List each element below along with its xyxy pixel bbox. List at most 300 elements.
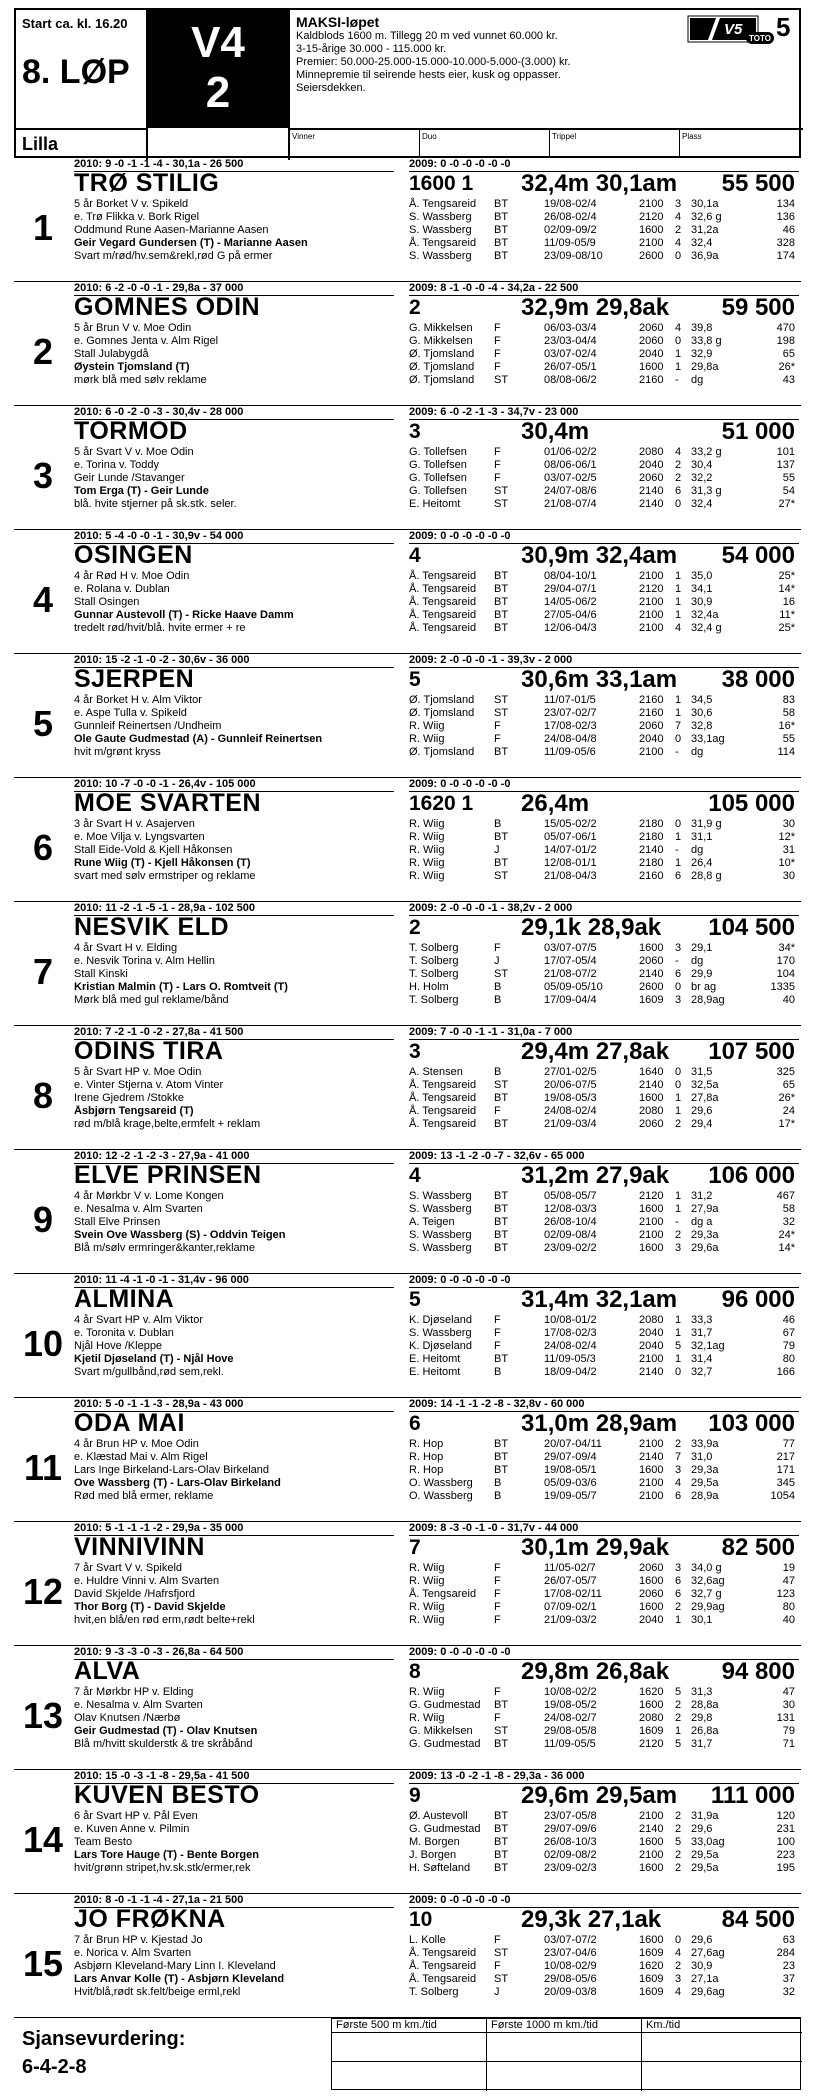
start-position: 5 — [409, 668, 421, 691]
horse-number: 14 — [22, 1819, 64, 1860]
dam-line: e. Klæstad Mai v. Alm Rigel — [74, 1451, 208, 1463]
start-odds: 25* — [778, 622, 795, 634]
result-trippel: Trippel — [550, 130, 680, 158]
start-row — [409, 446, 801, 459]
start-time: 29,8a — [691, 361, 719, 373]
start-driver: G. Gudmestad — [409, 1823, 481, 1835]
owner-line: Stall Eide-Vold & Kjell Håkonsen — [74, 844, 233, 856]
start-date: 24/08-04/8 — [544, 733, 597, 745]
footer — [14, 2018, 801, 2090]
start-placing: 1 — [675, 1092, 682, 1104]
start-placing: 6 — [675, 1490, 682, 1502]
start-row — [409, 955, 801, 968]
start-placing: 2 — [675, 1823, 682, 1835]
start-distance: 1609 — [639, 994, 664, 1006]
start-date: 11/07-01/5 — [544, 694, 596, 706]
start-date: 14/05-06/2 — [544, 596, 597, 608]
start-distance: 1620 — [639, 1960, 664, 1972]
colours-line: Blå m/sølv ermringer&kanter,reklame — [74, 1242, 255, 1254]
stats-2009: 2009: 0 -0 -0 -0 -0 -0 — [409, 1646, 511, 1658]
start-placing: 1 — [675, 1203, 682, 1215]
summary-row — [409, 1287, 799, 1313]
horse-number: 2 — [32, 331, 54, 372]
start-track: BT — [494, 1438, 509, 1450]
start-time: 31,3 — [691, 1686, 713, 1698]
pedigree-line: 7 år Mørkbr HP v. Elding — [74, 1686, 194, 1698]
trainer-line: Kjetil Djøseland (T) - Njål Hove — [74, 1353, 234, 1365]
start-placing: 6 — [675, 1575, 682, 1587]
start-row — [409, 1947, 801, 1960]
start-odds: 470 — [776, 322, 795, 334]
start-placing: 2 — [675, 1118, 682, 1130]
trainer-line: Svein Ove Wassberg (S) - Oddvin Teigen — [74, 1229, 286, 1241]
start-date: 21/09-03/4 — [544, 1118, 597, 1130]
start-driver: Å. Tengsareid — [409, 609, 477, 621]
horse-entry — [14, 778, 801, 902]
start-time: 30,9 — [691, 1960, 713, 1972]
start-position: 1600 1 — [409, 172, 474, 195]
start-track: F — [494, 1934, 501, 1946]
start-row — [409, 1712, 801, 1725]
start-driver: A. Stensen — [409, 1066, 463, 1078]
start-odds: 16 — [782, 596, 795, 608]
stats-2009: 2009: 8 -3 -0 -1 -0 - 31,7v - 44 000 — [409, 1522, 579, 1534]
owner-line: Lars Inge Birkeland-Lars-Olav Birkeland — [74, 1464, 270, 1476]
start-driver: R. Wiig — [409, 1601, 445, 1613]
start-date: 02/09-08/2 — [544, 1849, 597, 1861]
horse-number: 6 — [32, 827, 54, 868]
start-odds: 58 — [782, 707, 795, 719]
start-distance: 1609 — [639, 1947, 664, 1959]
total-prize: 38 000 — [721, 666, 795, 693]
start-distance: 2080 — [639, 446, 664, 458]
start-date: 23/09-02/2 — [544, 1242, 597, 1254]
start-placing: 2 — [675, 1601, 682, 1613]
start-date: 23/03-04/4 — [544, 335, 597, 347]
dam-line: e. Kuven Anne v. Pilmin — [74, 1823, 190, 1835]
start-time: dg — [691, 844, 704, 856]
horse-name: ALMINA — [74, 1285, 175, 1313]
result-plass: Plass — [682, 132, 702, 141]
start-placing: 1 — [675, 694, 682, 706]
trainer-line: Kristian Malmin (T) - Lars O. Romtveit (T) — [74, 981, 288, 993]
start-driver: G. Tollefsen — [409, 472, 467, 484]
stats-2009: 2009: 0 -0 -0 -0 -0 -0 — [409, 1894, 511, 1906]
start-distance: 2120 — [639, 1738, 664, 1750]
pedigree-line: 6 år Svart HP v. Pål Even — [74, 1810, 198, 1822]
start-track: BT — [494, 831, 509, 843]
trainer-line: Ole Gaute Gudmestad (A) - Gunnleif Reinertsen — [74, 733, 323, 745]
start-distance: 2100 — [639, 237, 664, 249]
start-placing: 5 — [675, 1738, 682, 1750]
start-driver: Å. Tengsareid — [409, 570, 477, 582]
start-driver: S. Wassberg — [409, 211, 472, 223]
start-position: 8 — [409, 1660, 421, 1683]
start-driver: G. Gudmestad — [409, 1738, 481, 1750]
start-date: 19/08-05/3 — [544, 1092, 597, 1104]
start-position: 5 — [409, 1288, 421, 1311]
stats-2009: 2009: 13 -0 -2 -1 -8 - 29,3a - 36 000 — [409, 1770, 585, 1782]
start-date: 17/07-05/4 — [544, 955, 597, 967]
race-conditions — [296, 14, 676, 95]
start-time: 29,6 — [691, 1934, 713, 1946]
pedigree-line: 5 år Svart HP v. Moe Odin — [74, 1066, 202, 1078]
start-distance: 2100 — [639, 596, 664, 608]
start-row — [409, 1190, 801, 1203]
start-row — [409, 1699, 801, 1712]
start-date: 24/08-02/4 — [544, 1340, 597, 1352]
owner-line: Geir Lunde /Stavanger — [74, 472, 185, 484]
total-prize: 59 500 — [721, 294, 795, 321]
start-driver: R. Wiig — [409, 831, 445, 843]
start-time: 29,5a — [691, 1862, 719, 1874]
horse-entry — [14, 1646, 801, 1770]
start-row — [409, 1066, 801, 1079]
owner-line: Stall Elve Prinsen — [74, 1216, 161, 1228]
horse-entry — [14, 158, 801, 282]
start-date: 03/07-02/4 — [544, 348, 597, 360]
start-placing: 0 — [675, 1366, 682, 1378]
table-line — [332, 2061, 802, 2062]
start-driver: Ø. Tjomsland — [409, 694, 475, 706]
stats-2010: 2010: 9 -3 -3 -0 -3 - 26,8a - 64 500 — [74, 1646, 244, 1658]
start-distance: 2080 — [639, 1712, 664, 1724]
start-time: 34,5 — [691, 694, 713, 706]
start-odds: 27* — [778, 498, 795, 510]
horse-entry — [14, 406, 801, 530]
start-distance: 2040 — [639, 1340, 664, 1352]
stats-2010: 2010: 11 -2 -1 -5 -1 - 28,9a - 102 500 — [74, 902, 256, 914]
start-driver: S. Wassberg — [409, 1203, 472, 1215]
start-placing: - — [675, 844, 679, 856]
start-distance: 2600 — [639, 250, 664, 262]
horse-entry — [14, 1894, 801, 2018]
best-times: 29,3k 27,1ak — [521, 1906, 662, 1933]
start-track: ST — [494, 1947, 509, 1959]
start-distance: 2100 — [639, 1490, 664, 1502]
start-distance: 2180 — [639, 818, 664, 830]
start-date: 05/09-03/6 — [544, 1477, 597, 1489]
start-track: J — [494, 955, 500, 967]
start-row — [409, 570, 801, 583]
start-date: 11/09-05/9 — [544, 237, 596, 249]
start-odds: 30 — [782, 1699, 795, 1711]
start-placing: - — [675, 374, 679, 386]
start-distance: 2140 — [639, 1451, 664, 1463]
start-track: BT — [494, 1242, 509, 1254]
start-time: 29,8 — [691, 1712, 713, 1724]
start-time: 33,8 g — [691, 335, 722, 347]
start-time: dg — [691, 955, 704, 967]
start-time: 32,4 — [691, 237, 713, 249]
start-odds: 26* — [778, 361, 795, 373]
best-times: 29,1k 28,9ak — [521, 914, 662, 941]
start-odds: 104 — [776, 968, 795, 980]
start-driver: Ø. Tjomsland — [409, 746, 475, 758]
start-driver: G. Mikkelsen — [409, 335, 473, 347]
start-odds: 12* — [778, 831, 795, 843]
start-odds: 54 — [782, 485, 795, 497]
start-distance: 2180 — [639, 831, 664, 843]
best-times: 31,2m 27,9ak — [521, 1162, 670, 1189]
start-row — [409, 622, 801, 635]
start-date: 11/09-05/6 — [544, 746, 596, 758]
start-placing: 3 — [675, 1464, 682, 1476]
start-distance: 2100 — [639, 622, 664, 634]
start-distance: 2060 — [639, 472, 664, 484]
start-placing: 2 — [675, 1810, 682, 1822]
start-row — [409, 1366, 801, 1379]
start-track: BT — [494, 746, 509, 758]
start-odds: 30 — [782, 870, 795, 882]
start-placing: 1 — [675, 570, 682, 582]
stats-2009: 2009: 14 -1 -1 -2 -8 - 32,8v - 60 000 — [409, 1398, 585, 1410]
start-time: 29,4 — [691, 1118, 713, 1130]
start-row — [409, 224, 801, 237]
start-odds: 80 — [782, 1601, 795, 1613]
pedigree-line: 4 år Borket H v. Alm Viktor — [74, 694, 202, 706]
start-odds: 32 — [782, 1986, 795, 1998]
start-date: 26/08-10/3 — [544, 1836, 597, 1848]
start-date: 21/09-03/2 — [544, 1614, 597, 1626]
start-distance: 1600 — [639, 1464, 664, 1476]
start-date: 05/07-06/1 — [544, 831, 597, 843]
start-time: 32,7 — [691, 1366, 713, 1378]
start-distance: 2160 — [639, 707, 664, 719]
start-time: dg a — [691, 1216, 713, 1228]
stats-2010: 2010: 12 -2 -1 -2 -3 - 27,9a - 41 000 — [74, 1150, 250, 1162]
start-date: 17/09-04/4 — [544, 994, 597, 1006]
start-row — [409, 1327, 801, 1340]
start-date: 05/08-05/7 — [544, 1190, 597, 1202]
first-1000-col: Første 1000 m km./tid — [487, 2019, 642, 2091]
start-track: B — [494, 1066, 502, 1078]
start-track: BT — [494, 1092, 509, 1104]
dam-line: e. Gomnes Jenta v. Alm Rigel — [74, 335, 219, 347]
start-driver: Å. Tengsareid — [409, 1588, 477, 1600]
start-placing: 3 — [675, 994, 682, 1006]
start-placing: 4 — [675, 1986, 682, 1998]
start-time: 29,1 — [691, 942, 713, 954]
owner-line: Stall Julabygdå — [74, 348, 149, 360]
start-date: 24/08-02/7 — [544, 1712, 597, 1724]
start-row — [409, 250, 801, 263]
start-time: 32,4 g — [691, 622, 722, 634]
start-placing: 2 — [675, 1849, 682, 1861]
start-row — [409, 1686, 801, 1699]
start-row — [409, 472, 801, 485]
start-odds: 16* — [778, 720, 795, 732]
stats-2010: 2010: 11 -4 -1 -0 -1 - 31,4v - 96 000 — [74, 1274, 249, 1286]
start-time: 32,1ag — [691, 1340, 725, 1352]
start-placing: 4 — [675, 1947, 682, 1959]
start-position: 6 — [409, 1412, 421, 1435]
start-track: BT — [494, 596, 509, 608]
start-date: 12/06-04/3 — [544, 622, 597, 634]
start-driver: R. Wiig — [409, 1686, 445, 1698]
start-distance: 2100 — [639, 1810, 664, 1822]
start-odds: 14* — [778, 1242, 795, 1254]
start-track: F — [494, 322, 501, 334]
summary-row — [409, 1411, 799, 1437]
start-odds: 11* — [779, 609, 795, 621]
start-driver: Ø. Tjomsland — [409, 361, 475, 373]
condition-line: 3-15-årige 30.000 - 115.000 kr. — [296, 43, 447, 55]
best-times: 30,6m 33,1am — [521, 666, 678, 693]
horse-name: VINNIVINN — [74, 1533, 205, 1561]
best-times: 29,4m 27,8ak — [521, 1038, 670, 1065]
start-time: 26,8a — [691, 1725, 719, 1737]
result-duo: Duo — [420, 130, 550, 158]
start-row — [409, 818, 801, 831]
dam-line: e. Nesalma v. Alm Svarten — [74, 1203, 203, 1215]
start-time: 30,4 — [691, 459, 713, 471]
start-distance: 2140 — [639, 485, 664, 497]
start-date: 27/01-02/5 — [544, 1066, 597, 1078]
start-odds: 79 — [782, 1725, 795, 1737]
start-row — [409, 707, 801, 720]
start-odds: 467 — [776, 1190, 795, 1202]
start-distance: 2060 — [639, 322, 664, 334]
start-odds: 77 — [782, 1438, 795, 1450]
best-times: 31,0m 28,9am — [521, 1410, 678, 1437]
start-odds: 55 — [782, 733, 795, 745]
start-distance: 1600 — [639, 1203, 664, 1215]
start-time: br ag — [691, 981, 717, 993]
start-placing: 1 — [675, 1353, 682, 1365]
start-time: 27,6ag — [691, 1947, 725, 1959]
start-distance: 2140 — [639, 1079, 664, 1091]
start-odds: 170 — [776, 955, 795, 967]
horse-entry — [14, 1522, 801, 1646]
start-time: 36,9a — [691, 250, 719, 262]
start-distance: 1600 — [639, 1092, 664, 1104]
start-time: 34,0 g — [691, 1562, 722, 1574]
start-date: 11/09-05/3 — [544, 1353, 596, 1365]
start-date: 06/03-03/4 — [544, 322, 597, 334]
start-distance: 2040 — [639, 1327, 664, 1339]
horse-name: TRØ STILIG — [74, 169, 220, 197]
start-odds: 171 — [776, 1464, 795, 1476]
start-track: ST — [494, 1973, 509, 1985]
start-distance: 2140 — [639, 968, 664, 980]
chance-label: Sjansevurdering: — [22, 2028, 186, 2050]
start-position: 10 — [409, 1908, 433, 1931]
start-driver: R. Wiig — [409, 733, 445, 745]
start-row — [409, 942, 801, 955]
start-track: B — [494, 1366, 502, 1378]
start-distance: 2600 — [639, 981, 664, 993]
start-driver: R. Wiig — [409, 1712, 445, 1724]
start-distance: 2060 — [639, 1562, 664, 1574]
start-odds: 325 — [776, 1066, 795, 1078]
start-track: F — [494, 1575, 501, 1587]
start-time: 33,0ag — [691, 1836, 725, 1848]
colours-line: Rød med blå ermer, reklame — [74, 1490, 214, 1502]
total-prize: 103 000 — [708, 1410, 795, 1437]
start-driver: Å. Tengsareid — [409, 583, 477, 595]
start-track: F — [494, 1562, 501, 1574]
start-placing: 0 — [675, 1066, 682, 1078]
start-distance: 2120 — [639, 583, 664, 595]
stats-2009: 2009: 0 -0 -0 -0 -0 -0 — [409, 778, 511, 790]
start-distance: 2100 — [639, 570, 664, 582]
trainer-line: Rune Wiig (T) - Kjell Håkonsen (T) — [74, 857, 251, 869]
start-track: F — [494, 1314, 501, 1326]
start-track: BT — [494, 237, 509, 249]
start-row — [409, 1314, 801, 1327]
start-distance: 2040 — [639, 348, 664, 360]
start-time: 28,8 g — [691, 870, 722, 882]
start-date: 20/07-04/11 — [544, 1438, 602, 1450]
start-driver: R. Hop — [409, 1464, 444, 1476]
best-times: 29,6m 29,5am — [521, 1782, 678, 1809]
start-time: 31,7 — [691, 1738, 713, 1750]
start-odds: 195 — [776, 1862, 795, 1874]
start-track: J — [494, 1986, 500, 1998]
start-track: F — [494, 942, 501, 954]
start-placing: 4 — [675, 446, 682, 458]
start-placing: 2 — [675, 1229, 682, 1241]
horse-name: GOMNES ODIN — [74, 293, 261, 321]
horse-name: SJERPEN — [74, 665, 195, 693]
start-row — [409, 857, 801, 870]
start-time: 29,6ag — [691, 1986, 725, 1998]
start-placing: 0 — [675, 1934, 682, 1946]
total-prize: 111 000 — [710, 1782, 795, 1809]
start-odds: 46 — [782, 224, 795, 236]
horse-name: MOE SVARTEN — [74, 789, 261, 817]
colours-line: hvit m/grønt kryss — [74, 746, 161, 758]
start-row — [409, 1464, 801, 1477]
start-track: BT — [494, 583, 509, 595]
start-date: 03/07-07/5 — [544, 942, 597, 954]
start-position: 3 — [409, 1040, 421, 1063]
start-row — [409, 1118, 801, 1131]
start-driver: H. Holm — [409, 981, 449, 993]
start-date: 12/08-03/3 — [544, 1203, 597, 1215]
start-track: F — [494, 1105, 501, 1117]
start-distance: 2060 — [639, 1588, 664, 1600]
start-date: 08/08-06/2 — [544, 374, 597, 386]
start-distance: 1609 — [639, 1986, 664, 1998]
start-driver: Å. Tengsareid — [409, 1092, 477, 1104]
start-row — [409, 694, 801, 707]
start-track: F — [494, 361, 501, 373]
start-odds: 83 — [782, 694, 795, 706]
colours-line: Blå m/hvitt skulderstk & tre skråbånd — [74, 1738, 253, 1750]
start-row — [409, 1960, 801, 1973]
start-odds: 58 — [782, 1203, 795, 1215]
result-boxes — [290, 130, 803, 158]
start-time: 35,0 — [691, 570, 713, 582]
start-distance: 2140 — [639, 1823, 664, 1835]
start-driver: R. Wiig — [409, 1575, 445, 1587]
start-track: F — [494, 1601, 501, 1613]
pedigree-line: 4 år Mørkbr V v. Lome Kongen — [74, 1190, 224, 1202]
start-placing: 1 — [675, 1614, 682, 1626]
start-placing: 1 — [675, 1327, 682, 1339]
start-odds: 1054 — [770, 1490, 795, 1502]
horse-number: 8 — [32, 1075, 54, 1116]
start-driver: R. Wiig — [409, 844, 445, 856]
start-time: 31,2 — [691, 1190, 713, 1202]
start-driver: E. Heitomt — [409, 498, 461, 510]
start-row — [409, 583, 801, 596]
colours-line: hvit,en blå/en rød erm,rødt belte+rekl — [74, 1614, 255, 1626]
colours-line: Svart m/gullbånd,rød sem,rekl. — [74, 1366, 224, 1378]
start-row — [409, 733, 801, 746]
